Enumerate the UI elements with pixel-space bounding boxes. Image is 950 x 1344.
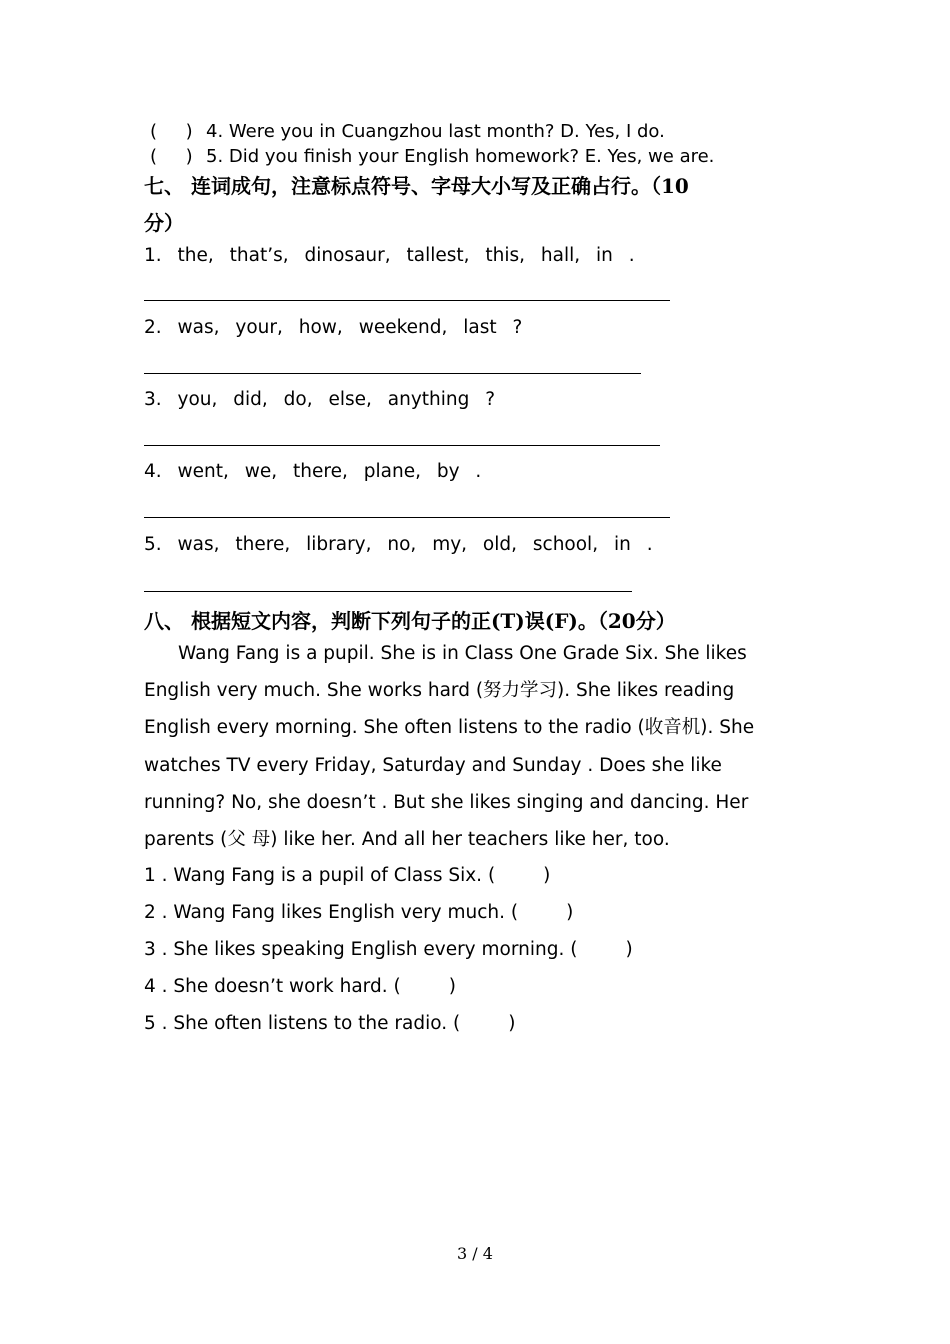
tf-question-text: 4 . She doesn’t work hard. ( (144, 976, 401, 997)
matching-text: 4. Were you in Cuangzhou last month? D. Yes, I do. (206, 121, 665, 142)
answer-line-2[interactable] (144, 373, 641, 374)
answer-line-3[interactable] (144, 445, 660, 446)
answer-paren[interactable]: ( ) (150, 146, 193, 167)
tf-question-text: 5 . She often listens to the radio. ( (144, 1013, 461, 1034)
section7-heading-cont: 分） (144, 211, 184, 235)
answer-paren[interactable]: ( ) (150, 121, 193, 142)
answer-line-1[interactable] (144, 300, 670, 301)
word-order-question-4: 4. went, we, there, plane, by . (144, 461, 482, 482)
matching-item-4 (150, 121, 665, 142)
tf-question-1: 1 . Wang Fang is a pupil of Class Six. ( ) (144, 865, 551, 886)
matching-item-5 (150, 146, 714, 167)
passage-text: Wang Fang is a pupil. She is in Class One Grade Six. She likes English very much. She works hard (努力学习). She likes reading English every morning. She often listens to the radio (收音机). She watches TV every Friday, Saturday and Sunday . Does she like running? No, she doesn’t . But she likes singing and dancing. Her parents (父 母) like her. And all her teachers like her, too. (144, 643, 755, 851)
answer-line-4[interactable] (144, 517, 670, 518)
tf-question-2: 2 . Wang Fang likes English very much. ( ) (144, 902, 574, 923)
page-number: 3 / 4 (457, 1244, 493, 1263)
tf-question-text: 2 . Wang Fang likes English very much. ( (144, 902, 519, 923)
tf-question-3: 3 . She likes speaking English every morning. ( ) (144, 939, 633, 960)
section8-heading: 八、 根据短文内容，判断下列句子的正(T)误(F)。（20分） (144, 609, 676, 633)
tf-question-text: 3 . She likes speaking English every morning. ( (144, 939, 578, 960)
tf-question-4: 4 . She doesn’t work hard. ( ) (144, 976, 456, 997)
word-order-question-5: 5. was, there, library, no, my, old, school, in . (144, 534, 653, 555)
section7-heading: 七、 连词成句，注意标点符号、字母大小写及正确占行。（10 (144, 174, 689, 198)
word-order-question-1: 1. the, that’s, dinosaur, tallest, this, hall, in . (144, 245, 635, 266)
word-order-question-3: 3. you, did, do, else, anything ? (144, 389, 496, 410)
tf-question-text: 1 . Wang Fang is a pupil of Class Six. ( (144, 865, 496, 886)
reading-passage (144, 635, 794, 858)
answer-line-5[interactable] (144, 591, 632, 592)
matching-text: 5. Did you finish your English homework? E. Yes, we are. (206, 146, 715, 167)
word-order-question-2: 2. was, your, how, weekend, last ? (144, 317, 523, 338)
tf-question-5: 5 . She often listens to the radio. ( ) (144, 1013, 516, 1034)
